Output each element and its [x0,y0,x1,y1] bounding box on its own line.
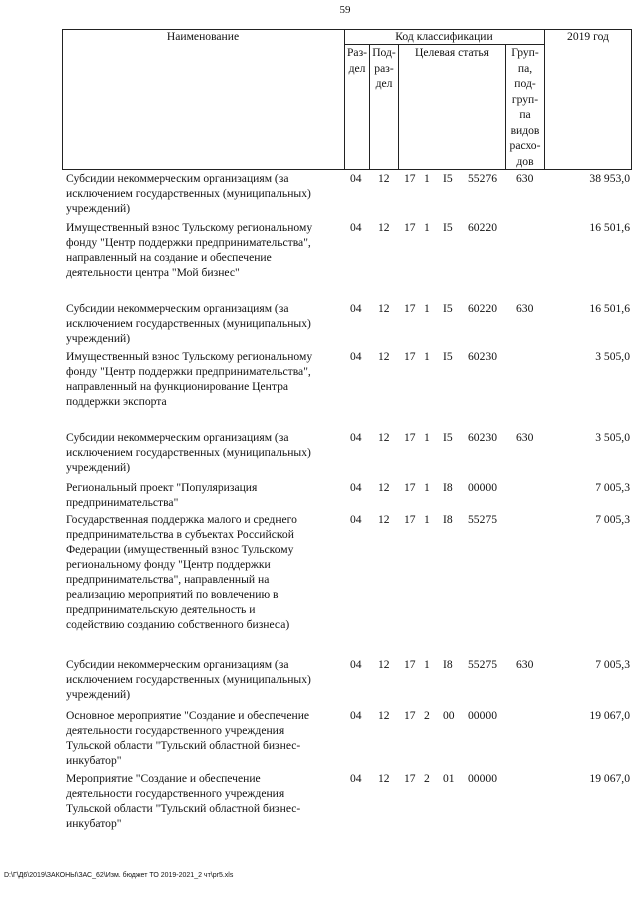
cell-program: 17 [404,431,416,444]
cell-razdel: 04 [350,513,362,526]
table-header [62,29,632,169]
cell-razdel: 04 [350,350,362,363]
cell-podrazdel: 12 [378,658,390,671]
cell-subprogram: 1 [424,221,430,234]
cell-amount: 38 953,0 [589,172,630,185]
cell-event: I5 [443,431,453,444]
cell-event: I5 [443,350,453,363]
cell-expense-group: 630 [516,302,534,315]
cell-event: 01 [443,772,455,785]
row-name: Региональный проект "Популяризация предпринимательства" [66,481,258,509]
header-classification: Код классификации [395,30,493,43]
row-name: Субсидии некоммерческим организациям (за исключением государственных (муниципальных) учреждений) [66,658,311,701]
cell-podrazdel: 12 [378,221,390,234]
header-year: 2019 год [567,30,609,43]
header-expense-group: Груп- па, под- груп- па видов расхо- дов [509,46,541,168]
cell-subprogram: 1 [424,481,430,494]
cell-subprogram: 1 [424,172,430,185]
cell-razdel: 04 [350,481,362,494]
row-name: Имущественный взнос Тульскому региональному фонду "Центр поддержки предпринимательства", направленный на создание и обеспечение деятельности центра "Мой бизнес" [66,221,313,279]
row-name: Имущественный взнос Тульскому региональному фонду "Центр поддержки предпринимательства", направленный на функционирование Центра поддержки экспорта [66,350,313,408]
cell-event: 00 [443,709,455,722]
cell-amount: 3 505,0 [595,431,630,444]
cell-direction: 55275 [468,513,497,526]
cell-razdel: 04 [350,772,362,785]
cell-amount: 7 005,3 [595,658,630,671]
cell-amount: 7 005,3 [595,513,630,526]
cell-expense-group: 630 [516,658,534,671]
cell-expense-group: 630 [516,172,534,185]
row-name: Мероприятие "Создание и обеспечение деятельности государственного учреждения Тульской области "Тульский областной бизнес- инкубатор" [66,772,301,830]
cell-direction: 60230 [468,350,497,363]
cell-podrazdel: 12 [378,431,390,444]
cell-razdel: 04 [350,221,362,234]
cell-direction: 00000 [468,481,497,494]
cell-amount: 3 505,0 [595,350,630,363]
cell-program: 17 [404,302,416,315]
cell-podrazdel: 12 [378,513,390,526]
cell-razdel: 04 [350,172,362,185]
header-target-article: Целевая статья [414,46,490,59]
cell-direction: 60220 [468,221,497,234]
cell-direction: 55276 [468,172,497,185]
cell-subprogram: 1 [424,431,430,444]
cell-amount: 7 005,3 [595,481,630,494]
cell-podrazdel: 12 [378,772,390,785]
cell-direction: 60220 [468,302,497,315]
header-razdel: Раз- дел [346,46,368,75]
header-name: Наименование [166,30,240,43]
cell-podrazdel: 12 [378,350,390,363]
cell-program: 17 [404,481,416,494]
cell-podrazdel: 12 [378,481,390,494]
cell-subprogram: 1 [424,350,430,363]
cell-amount: 16 501,6 [589,221,630,234]
cell-podrazdel: 12 [378,709,390,722]
row-name: Субсидии некоммерческим организациям (за исключением государственных (муниципальных) учреждений) [66,431,311,474]
cell-razdel: 04 [350,658,362,671]
cell-program: 17 [404,772,416,785]
cell-event: I8 [443,481,453,494]
cell-razdel: 04 [350,431,362,444]
cell-event: I8 [443,658,453,671]
page-number: 59 [339,4,351,16]
cell-podrazdel: 12 [378,302,390,315]
cell-amount: 16 501,6 [589,302,630,315]
cell-event: I5 [443,221,453,234]
cell-razdel: 04 [350,302,362,315]
cell-event: I8 [443,513,453,526]
cell-program: 17 [404,221,416,234]
cell-expense-group: 630 [516,431,534,444]
cell-amount: 19 067,0 [589,709,630,722]
cell-program: 17 [404,172,416,185]
cell-subprogram: 2 [424,709,430,722]
row-name: Основное мероприятие "Создание и обеспечение деятельности государственного учреждения Тульской области "Тульский областной бизнес- инкубатор" [66,709,310,767]
cell-event: I5 [443,302,453,315]
file-path-footer: D:\Г\Д6\2019\ЗАКОНЫ\ЗАС_62\Изм. бюджет ТО 2019-2021_2 чт\pr5.xls [4,872,234,879]
cell-direction: 55275 [468,658,497,671]
cell-amount: 19 067,0 [589,772,630,785]
cell-direction: 00000 [468,709,497,722]
cell-razdel: 04 [350,709,362,722]
cell-subprogram: 1 [424,302,430,315]
cell-direction: 00000 [468,772,497,785]
row-name: Субсидии некоммерческим организациям (за исключением государственных (муниципальных) учреждений) [66,172,311,215]
cell-program: 17 [404,709,416,722]
cell-program: 17 [404,658,416,671]
cell-direction: 60230 [468,431,497,444]
row-name: Субсидии некоммерческим организациям (за исключением государственных (муниципальных) учреждений) [66,302,311,345]
cell-program: 17 [404,350,416,363]
cell-program: 17 [404,513,416,526]
cell-event: I5 [443,172,453,185]
cell-subprogram: 2 [424,772,430,785]
row-name: Государственная поддержка малого и среднего предпринимательства в субъектах Российской Федерации (имущественный взнос Тульскому региональному фонду "Центр поддержки предпринимательства", направленный на реализацию мероприятий по вовлечению в предпринимательскую деятельность и содействию созданию собственного бизнеса) [66,513,297,631]
cell-subprogram: 1 [424,513,430,526]
cell-subprogram: 1 [424,658,430,671]
cell-podrazdel: 12 [378,172,390,185]
header-podrazdel: Под- раз- дел [372,46,396,90]
